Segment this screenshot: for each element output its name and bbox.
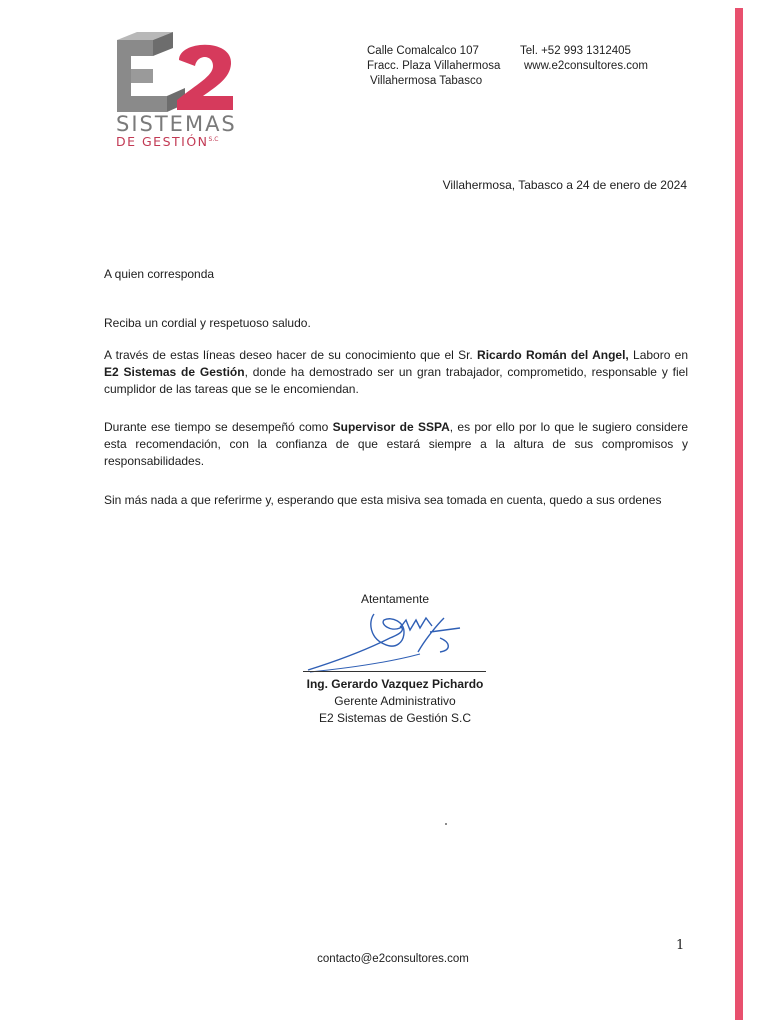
salutation: A quien corresponda (104, 267, 215, 281)
closing: Atentamente (360, 592, 430, 606)
company-name: E2 Sistemas de Gestión (104, 365, 245, 379)
paragraph-1: A través de estas líneas deseo hacer de su conocimiento que el Sr. Ricardo Román del Angel, Laboro en E2 Sistemas de Gestión, donde ha demostrado ser un gran trabajador, comprometido, responsable y fiel cumplidor de las tareas que se le encomiendan. (104, 348, 688, 396)
logo-name-line1: SISTEMAS (116, 112, 237, 136)
address-line1: Calle Comalcalco 107 (367, 45, 479, 57)
signer-name: Ing. Gerardo Vazquez Pichardo (306, 677, 484, 691)
page-number: 1 (676, 938, 685, 953)
greeting: Reciba un cordial y respetuoso saludo. (104, 316, 311, 330)
address-line2: Fracc. Plaza Villahermosa (367, 60, 501, 72)
role-title: Supervisor de SSPA (332, 420, 450, 434)
paragraph-2: Durante ese tiempo se desempeñó como Supervisor de SSPA, es por ello por lo que le sugiero considere esta recomendación, con la confianza de que estará siempre a la altura de sus compromisos y responsabilidades. (104, 420, 688, 468)
address-line3: Villahermosa Tabasco (370, 75, 483, 87)
letter-date: Villahermosa, Tabasco a 24 de enero de 2024 (442, 178, 687, 192)
handwritten-signature (300, 608, 470, 674)
employee-name: Ricardo Román del Angel, (477, 348, 629, 362)
signer-company: E2 Sistemas de Gestión S.C (318, 711, 472, 725)
scan-speck (445, 823, 447, 825)
page-edge-bar (735, 8, 743, 1020)
website-text: www.e2consultores.com (524, 60, 648, 72)
footer-email: contacto@e2consultores.com (317, 953, 469, 965)
signature-line (303, 671, 486, 672)
logo-name-line2: DE $GESTIÓN^{S.C}$ (116, 134, 219, 149)
signer-title: Gerente Administrativo (334, 694, 456, 708)
company-contact (520, 44, 648, 74)
logo-suffix: S.C (208, 136, 219, 143)
paragraph-3: Sin más nada a que referirme y, esperando que esta misiva sea tomada en cuenta, quedo a sus ordenes (104, 493, 662, 507)
company-address (367, 44, 500, 89)
phone-text: Tel. +52 993 1312405 (520, 45, 631, 57)
